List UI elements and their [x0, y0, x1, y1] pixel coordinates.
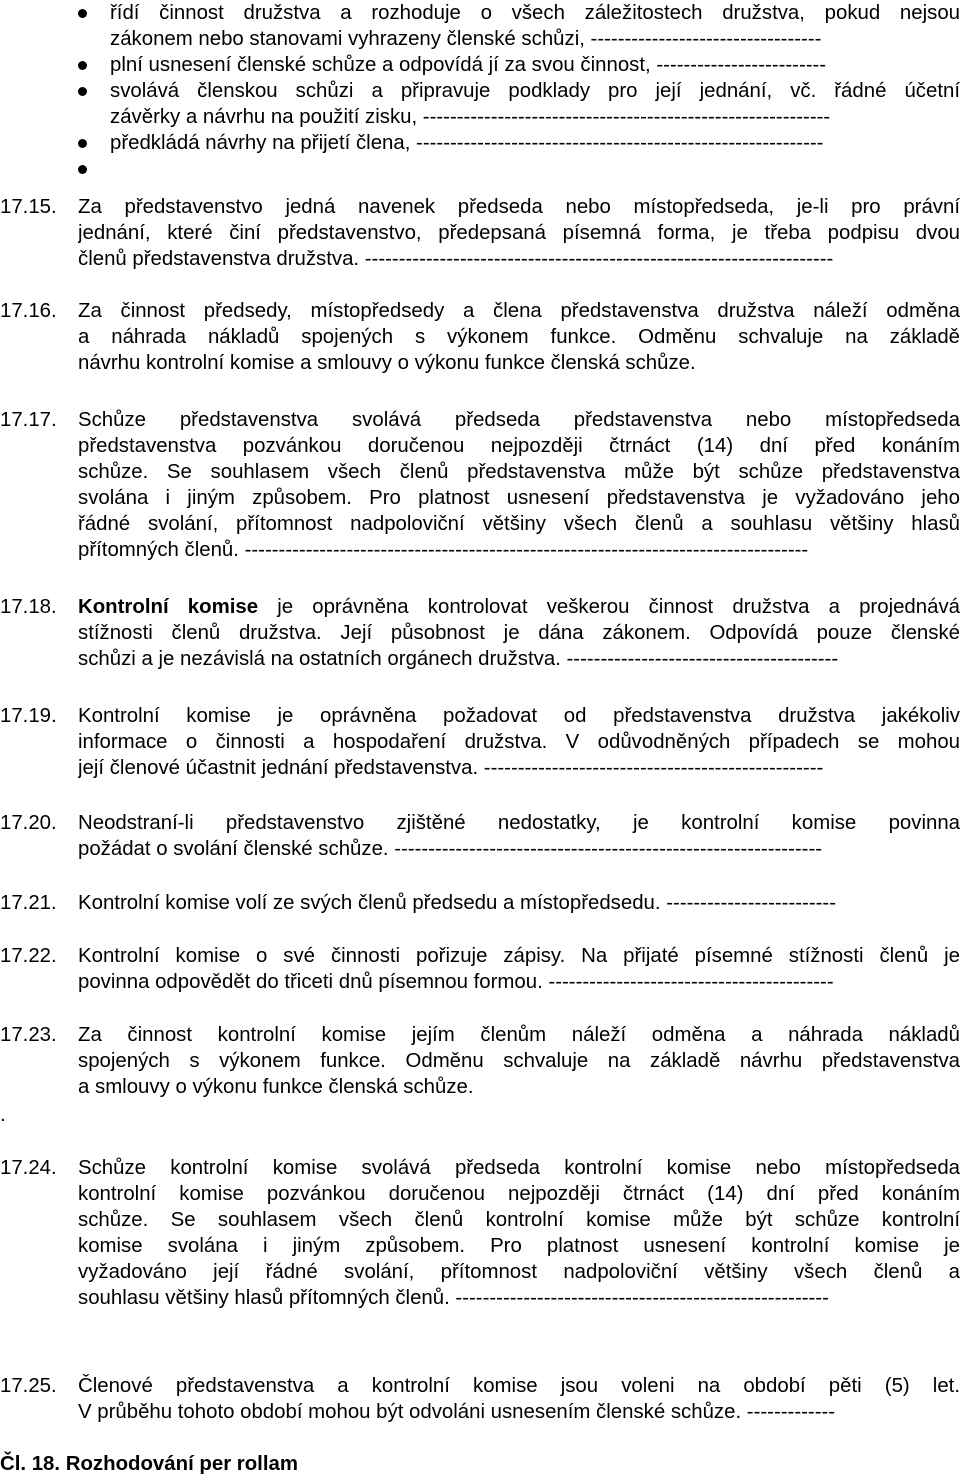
text-line: povinna odpovědět do třiceti dnů písemnou formou. ------------------------------------------ [78, 971, 834, 993]
article-17-22 [78, 943, 960, 995]
article-number: 17.21. [0, 892, 57, 914]
article-number: 17.17. [0, 409, 57, 431]
text-line: svolává členskou schůzi a připravuje podklady pro její jednání, vč. řádné účetní [110, 80, 960, 102]
text-line: přítomných členů. ----------------------------------------------------------------------------------- [78, 539, 809, 561]
article-17-17 [78, 407, 960, 563]
text-line: Za představenstvo jedná navenek předseda nebo místopředseda, je-li pro právní [78, 196, 960, 218]
article-number: 17.15. [0, 196, 57, 218]
article-number: 17.23. [0, 1024, 57, 1046]
text-line: svolána i jiným způsobem. Pro platnost usnesení představenstva je vyžadováno jeho [78, 487, 960, 509]
article-17-24 [78, 1155, 960, 1311]
text-line: spojených s výkonem funkce. Odměnu schvaluje na základě návrhu představenstva [78, 1050, 960, 1072]
bullet-item-4 [110, 130, 960, 156]
text-line: jednání, které činí představenstvo, předepsaná písemná forma, je třeba podpisu dvou [78, 222, 960, 244]
article-17-25 [78, 1373, 960, 1425]
bullet-item-3 [110, 78, 960, 130]
bullet-dot [78, 9, 87, 18]
bullet-item-2 [110, 52, 960, 78]
text-line: Za činnost kontrolní komise jejím členům náleží odměna a náhrada nákladů [78, 1024, 960, 1046]
article-17-18 [78, 594, 960, 672]
article-number: 17.18. [0, 596, 57, 618]
text-line: vyžadováno její řádné svolání, přítomnost nadpoloviční většiny všech členů a [78, 1261, 960, 1283]
article-number: 17.24. [0, 1157, 57, 1179]
article-17-15 [78, 194, 960, 272]
section-heading: Čl. 18. Rozhodování per rollam [0, 1453, 298, 1475]
text-line: komise svolána i jiným způsobem. Pro platnost usnesení kontrolní komise je [78, 1235, 960, 1257]
text-line: Členové představenstva a kontrolní komise jsou voleni na období pěti (5) let. [78, 1375, 960, 1397]
article-17-23 [78, 1022, 960, 1100]
article-17-19 [78, 703, 960, 781]
text-line: členů představenstva družstva. --------------------------------------------------------------------- [78, 248, 834, 270]
article-17-21 [78, 890, 960, 916]
bullet-dot [78, 165, 87, 174]
article-number: 17.22. [0, 945, 57, 967]
text-line: V průběhu tohoto období mohou být odvoláni usnesením členské schůze. ------------- [78, 1401, 836, 1423]
text-line: její členové účastnit jednání představenstva. -------------------------------------------------- [78, 757, 824, 779]
bold-term: Kontrolní komise [78, 596, 259, 618]
article-number: 17.19. [0, 705, 57, 727]
text-fragment: je oprávněna kontrolovat veškerou činnost družstva a projednává [258, 596, 960, 618]
bullet-dot [78, 139, 87, 148]
text-line: a smlouvy o výkonu funkce členská schůze. [78, 1076, 474, 1098]
text-line: stížnosti členů družstva. Její působnost je dána zákonem. Odpovídá pouze členské [78, 622, 960, 644]
bullet-dot [78, 61, 87, 70]
bullet-item-1 [110, 0, 960, 52]
text-line: Kontrolní komise je oprávněna požadovat od představenstva družstva jakékoliv [78, 705, 960, 727]
text-line: plní usnesení členské schůze a odpovídá jí za svou činnost, ------------------------- [110, 54, 827, 76]
text-line: návrhu kontrolní komise a smlouvy o výkonu funkce členská schůze. [78, 352, 696, 374]
stray-dot: . [0, 1104, 6, 1126]
text-line: kontrolní komise pozvánkou doručenou nejpozději čtrnáct (14) dní před konáním [78, 1183, 960, 1205]
text-line: požádat o svolání členské schůze. --------------------------------------------------------------- [78, 838, 823, 860]
text-line: Kontrolní komise o své činnosti pořizuje zápisy. Na přijaté písemné stížnosti členů je [78, 945, 960, 967]
text-line: Neodstraní-li představenstvo zjištěné nedostatky, je kontrolní komise povinna [78, 812, 960, 834]
text-line: Schůze představenstva svolává předseda představenstva nebo místopředseda [78, 409, 960, 431]
text-line: informace o činnosti a hospodaření družstva. V odůvodněných případech se mohou [78, 731, 960, 753]
text-line: Za činnost předsedy, místopředsedy a člena představenstva družstva náleží odměna [78, 300, 960, 322]
bullet-dot [78, 87, 87, 96]
text-line: Schůze kontrolní komise svolává předseda kontrolní komise nebo místopředseda [78, 1157, 960, 1179]
article-17-16 [78, 298, 960, 376]
text-line: schůze. Se souhlasem všech členů představenstva může být schůze představenstva [78, 461, 960, 483]
article-number: 17.16. [0, 300, 57, 322]
article-number: 17.20. [0, 812, 57, 834]
text-line: schůzi a je nezávislá na ostatních orgánech družstva. ---------------------------------------- [78, 648, 839, 670]
text-line: představenstva pozvánkou doručenou nejpozději čtrnáct (14) dní před konáním [78, 435, 960, 457]
text-line: schůze. Se souhlasem všech členů kontrolní komise může být schůze kontrolní [78, 1209, 960, 1231]
text-line: zákonem nebo stanovami vyhrazeny členské schůzi, ---------------------------------- [110, 28, 822, 50]
text-line: Kontrolní komise volí ze svých členů předsedu a místopředsedu. ------------------------- [78, 892, 836, 914]
text-line: závěrky a návrhu na použití zisku, ------------------------------------------------------------ [110, 106, 831, 128]
text-line: souhlasu většiny hlasů přítomných členů. ------------------------------------------------------- [78, 1287, 829, 1309]
text-line: předkládá návrhy na přijetí člena, ------------------------------------------------------------ [110, 132, 824, 154]
text-line: řádné svolání, přítomnost nadpoloviční většiny všech členů a souhlasu většiny hlasů [78, 513, 960, 535]
text-line: řídí činnost družstva a rozhoduje o všech záležitostech družstva, pokud nejsou [110, 2, 960, 24]
text-line: a náhrada nákladů spojených s výkonem funkce. Odměnu schvaluje na základě [78, 326, 960, 348]
article-number: 17.25. [0, 1375, 57, 1397]
article-17-20 [78, 810, 960, 862]
text-line [78, 594, 960, 620]
